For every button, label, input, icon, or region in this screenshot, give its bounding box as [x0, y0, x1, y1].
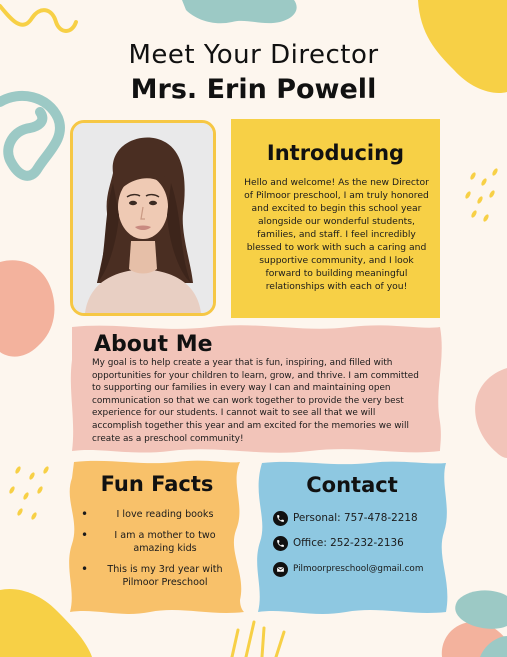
- dots-right: [464, 168, 498, 223]
- contact-heading: Contact: [306, 473, 398, 497]
- personal-phone[interactable]: [273, 509, 442, 527]
- about-section: [72, 327, 440, 451]
- yellow-rays-bottom: [232, 622, 284, 657]
- personal-phone-text: Personal: 757-478-2218: [293, 512, 418, 524]
- office-phone[interactable]: [273, 534, 442, 552]
- email-text: Pilmoorpreschool@gmail.com: [293, 564, 424, 574]
- salmon-blob-left: [0, 260, 54, 356]
- dots-left: [8, 466, 49, 521]
- fun-facts-heading: Fun Facts: [100, 472, 214, 496]
- phone-icon: [273, 511, 288, 526]
- title-line-1: Meet Your Director: [128, 40, 379, 70]
- about-text: My goal is to help create a year that is fun, inspiring, and filled with opportunities for your children to learn, grow, and thrive. I am committed to supporting our families in every way I can and maintaining open communication so that we can work together to provide the very best experience for our students. I cannot wait to see all that we will accomplish together this year and am excited for the memories we will create as a preschool community!: [92, 358, 419, 444]
- fun-fact-item: • This is my 3rd year with Pilmoor Preschool: [77, 563, 235, 589]
- pink-blob-right: [475, 368, 507, 458]
- introduction-text: Hello and welcome! As the new Director of Pilmoor preschool, I am truly honored and excited to begin this school year alongside our wonderful students, families, and staff. I feel incredibly blessed to work with such a caring and supportive community, and I look forward to building meaningful relationships with each of you!: [244, 177, 429, 292]
- director-photo: [70, 120, 216, 316]
- phone-icon: [273, 536, 288, 551]
- teal-blob-top: [182, 0, 297, 23]
- email-icon: [273, 562, 288, 577]
- portrait-illustration: [73, 123, 213, 313]
- fun-facts-list: [77, 508, 235, 597]
- director-name: Mrs. Erin Powell: [130, 74, 377, 105]
- teal-blob-bottom-right: [455, 590, 507, 628]
- introduction-section: [231, 119, 440, 318]
- fun-fact-item: • I am a mother to two amazing kids: [77, 529, 235, 555]
- contact-section: [258, 463, 446, 613]
- email-contact[interactable]: [273, 560, 442, 578]
- fun-facts-section: [69, 462, 245, 612]
- introducing-heading: Introducing: [266, 141, 405, 165]
- yellow-squiggle-top-left: [0, 6, 76, 31]
- about-heading: About Me: [94, 332, 213, 357]
- teal-loop-left: [0, 96, 60, 176]
- office-phone-text: Office: 252-232-2136: [293, 537, 404, 549]
- fun-fact-item: • I love reading books: [77, 508, 235, 521]
